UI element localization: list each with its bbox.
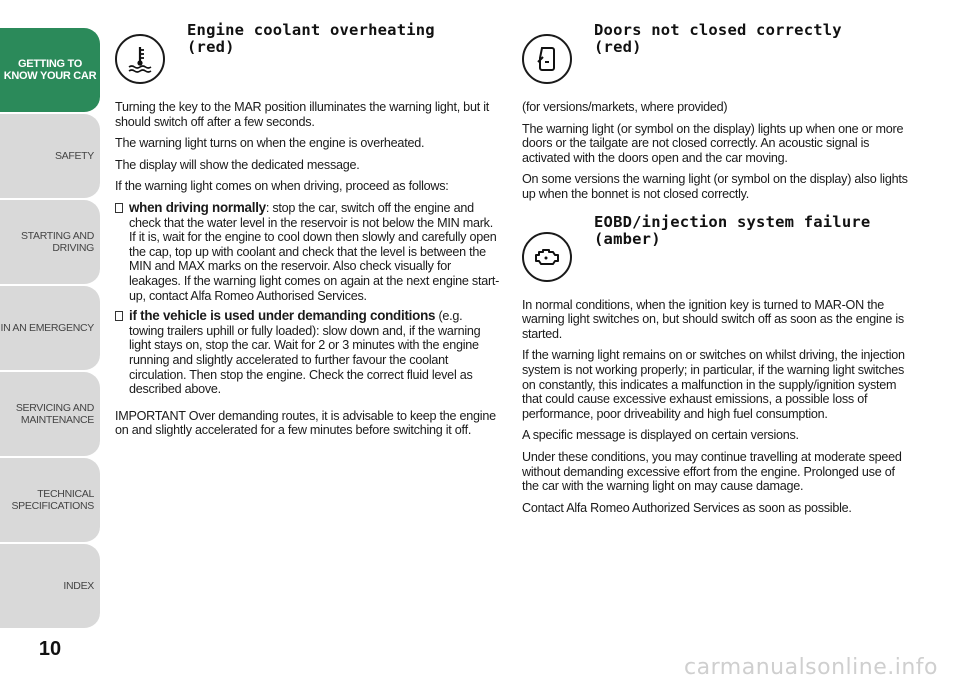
right-column xyxy=(522,22,912,522)
eobd-paragraph: If the warning light remains on or switches on whilst driving, the injection system is not working properly; in particular, if the warning light switches on constantly, this indicates a malfunction in the supply/ignition system that could cause excessive exhaust emissions, a possible loss of performance, poor driveability and high fuel consumption. xyxy=(522,348,905,421)
tab-servicing-and-maintenance[interactable] xyxy=(0,372,100,457)
coolant-paragraph: Turning the key to the MAR position illuminates the warning light, but it should switch off after a few seconds. xyxy=(115,100,489,129)
page-number: 10 xyxy=(38,638,62,660)
tab-label: INDEX xyxy=(63,580,94,592)
list-item xyxy=(115,309,500,397)
left-column xyxy=(115,22,500,445)
eobd-title: EOBD/injection system failure (amber) xyxy=(594,212,871,248)
coolant-paragraph: The warning light turns on when the engine is overheated. xyxy=(115,136,425,151)
list-item xyxy=(115,201,500,303)
tab-safety[interactable] xyxy=(0,114,100,199)
tab-label: SERVICING AND MAINTENANCE xyxy=(15,402,94,426)
tab-in-an-emergency[interactable] xyxy=(0,286,100,371)
eobd-paragraph: A specific message is displayed on certain versions. xyxy=(522,428,799,443)
eobd-paragraph: In normal conditions, when the ignition key is turned to MAR-ON the warning light switches on, but should switch off as soon as the engine is started. xyxy=(522,297,904,341)
watermark: carmanualsonline.info xyxy=(684,655,938,680)
eobd-section-header xyxy=(522,214,912,286)
coolant-temperature-icon xyxy=(115,34,165,84)
checkbox-bullet-icon xyxy=(115,311,123,321)
eobd-paragraph: Contact Alfa Romeo Authorized Services as soon as possible. xyxy=(522,500,852,515)
coolant-paragraph: The display will show the dedicated message. xyxy=(115,157,360,172)
tab-technical-specifications[interactable] xyxy=(0,458,100,543)
doors-paragraph: The warning light (or symbol on the display) lights up when one or more doors or the tailgate are not closed correctly. An acoustic signal is activated with the doors open and the car moving. xyxy=(522,121,904,165)
tab-starting-and-driving[interactable] xyxy=(0,200,100,285)
list-item-heading: if the vehicle is used under demanding conditions xyxy=(129,308,436,324)
doors-title: Doors not closed correctly (red) xyxy=(594,21,842,56)
important-note: IMPORTANT Over demanding routes, it is advisable to keep the engine on and slightly accelerated for a few minutes before switching it off. xyxy=(115,408,496,438)
list-item-text: : stop the car, switch off the engine and check that the water level in the reservoir is not below the MIN mark. If it is, wait for the engine to cool down then slowly and carefully open the cap, top up with coolant and check that the level is between the MIN and MAX marks on the reservoir. Also check visually for leakages. If the warning light comes on again at the next engine start-up, contact Alfa Romeo Authorised Services. xyxy=(129,200,500,303)
tab-label: GETTING TO KNOW YOUR CAR xyxy=(3,58,97,82)
doors-section-header xyxy=(522,22,912,94)
tab-label: SAFETY xyxy=(54,150,94,162)
list-item-text: (e.g. towing trailers uphill or fully loaded): slow down and, if the warning light stays on, stop the car. Wait for 2 or 3 minutes with the engine running and slightly accelerated to further favour the coolant circulation. Then stop the engine. Check the correct fluid level as described above. xyxy=(129,309,481,397)
coolant-section-header xyxy=(115,22,500,94)
eobd-paragraph: Under these conditions, you may continue travelling at moderate speed without demanding excessive effort from the engine. Prolonged use of the car with the warning light on may cause damage. xyxy=(522,449,902,494)
checkbox-bullet-icon xyxy=(115,203,123,213)
engine-check-icon xyxy=(522,232,572,282)
doors-paragraph: On some versions the warning light (or symbol on the display) also lights up when the bonnet is not closed correctly. xyxy=(522,172,908,201)
tab-index[interactable] xyxy=(0,544,100,629)
coolant-title: Engine coolant overheating (red) xyxy=(187,21,435,56)
tab-label: STARTING AND DRIVING xyxy=(20,230,94,254)
door-open-icon xyxy=(522,34,572,84)
tab-getting-to-know-your-car[interactable] xyxy=(0,28,100,113)
doors-paragraph: (for versions/markets, where provided) xyxy=(522,100,728,114)
tab-label: IN AN EMERGENCY xyxy=(0,322,94,334)
tab-label: TECHNICAL SPECIFICATIONS xyxy=(11,488,94,512)
list-item-heading: when driving normally xyxy=(129,199,266,215)
coolant-paragraph: If the warning light comes on when driving, proceed as follows: xyxy=(115,179,449,194)
